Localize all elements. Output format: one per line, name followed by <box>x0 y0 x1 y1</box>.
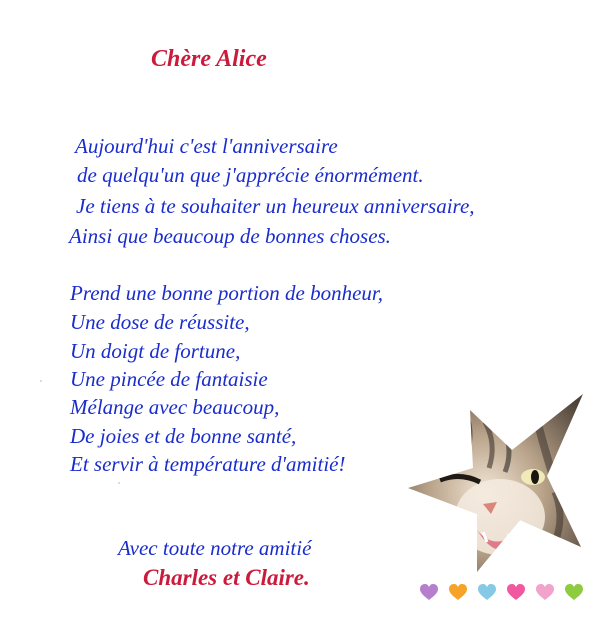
pink-heart-icon <box>507 584 525 601</box>
poem-line: Une dose de réussite, <box>70 310 250 334</box>
speck-dot <box>118 482 120 484</box>
greeting-title: Chère Alice <box>151 46 267 72</box>
purple-heart-icon <box>420 584 438 601</box>
winking-cat-star-icon <box>405 392 585 574</box>
poem-line: Mélange avec beaucoup, <box>70 395 280 419</box>
hearts-row <box>420 584 585 604</box>
poem-line: Une pincée de fantaisie <box>70 367 268 391</box>
poem-line: Et servir à température d'amitié! <box>70 452 346 476</box>
poem-line: de quelqu'un que j'apprécie énormément. <box>77 163 424 187</box>
orange-heart-icon <box>449 584 467 601</box>
speck-dot <box>40 380 42 382</box>
poem-line: De joies et de bonne santé, <box>70 424 297 448</box>
signature: Charles et Claire. <box>143 565 310 590</box>
sign-off-line: Avec toute notre amitié <box>118 536 312 560</box>
poem-line: Prend une bonne portion de bonheur, <box>70 281 384 305</box>
poem-line: Je tiens à te souhaiter un heureux anniversaire, <box>76 194 475 218</box>
poem-line: Aujourd'hui c'est l'anniversaire <box>75 134 338 158</box>
poem-line: Un doigt de fortune, <box>70 339 241 363</box>
green-heart-icon <box>565 584 583 601</box>
blue-heart-icon <box>478 584 496 601</box>
light-pink-heart-icon <box>536 584 554 601</box>
poem-line: Ainsi que beaucoup de bonnes choses. <box>69 224 391 248</box>
